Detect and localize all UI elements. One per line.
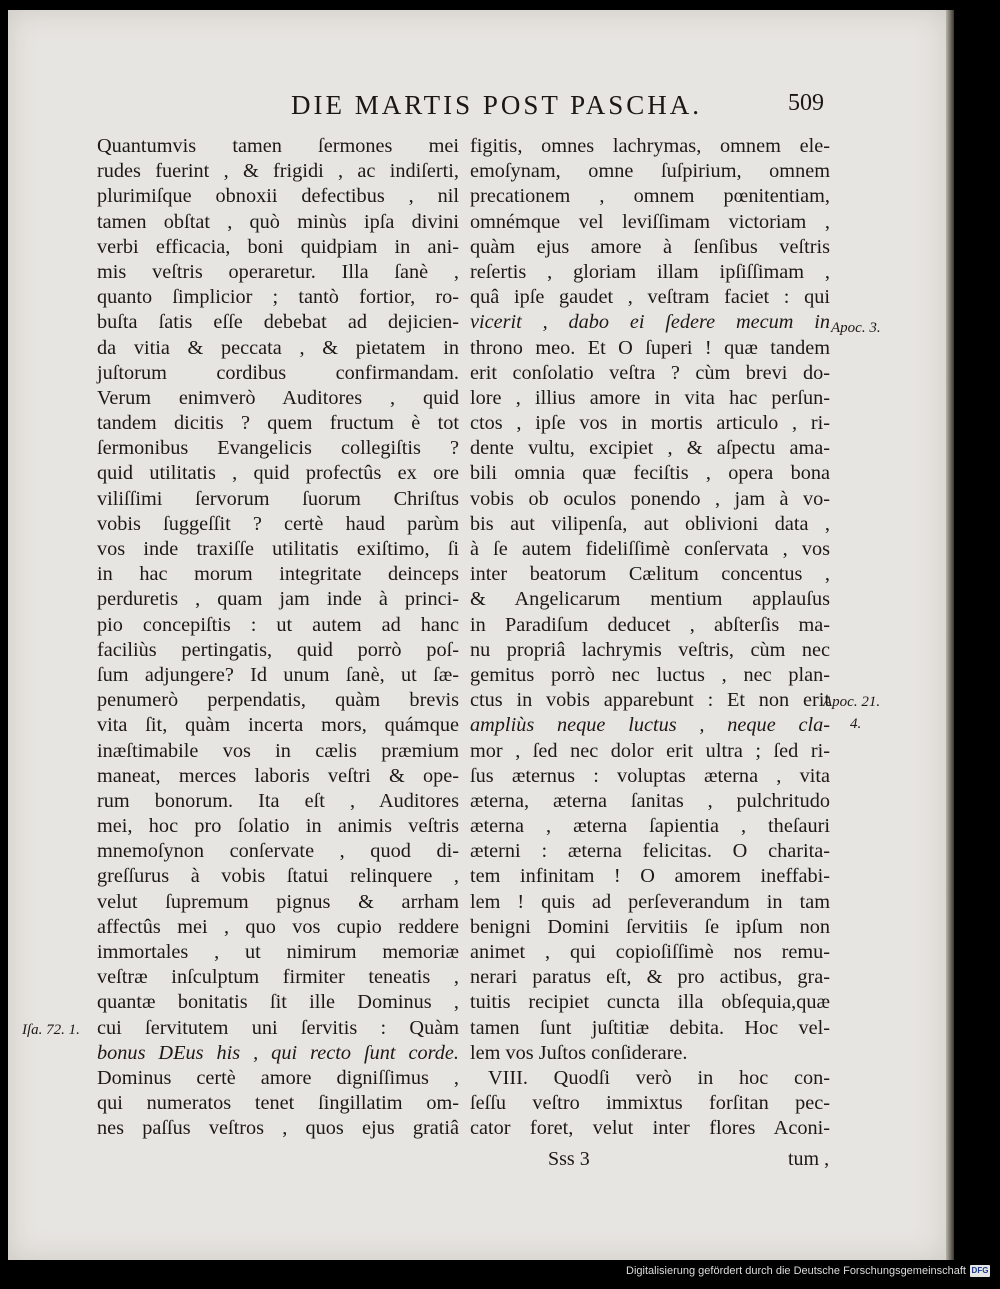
text-line: quid utilitatis , quid profectûs ex ore xyxy=(97,462,459,485)
text-line: viliſſimi ſervorum ſuorum Chriſtus xyxy=(97,487,459,510)
text-line: ſeſſu veſtro immixtus forſitan pec- xyxy=(470,1092,830,1115)
text-line: gemitus porrò nec luctus , nec plan- xyxy=(470,663,830,686)
margin-note-apoc-3: Apoc. 3. xyxy=(831,320,881,336)
page-header xyxy=(8,90,946,130)
text-line: Quantumvis tamen ſermones mei xyxy=(97,135,459,157)
text-line: vos inde traxiſſe utilitatis exiſtimo, ſi xyxy=(97,538,459,560)
left-column xyxy=(97,134,459,1142)
text-line: nerari paratus eſt, & pro actibus, gra- xyxy=(470,966,830,989)
text-line: velut ſupremum pignus & arrham xyxy=(97,890,459,913)
text-line-scripture: bonus DEus his , qui recto ſunt corde. xyxy=(97,1041,459,1064)
text-line: tandem dicitis ? quem fructum è tot xyxy=(97,412,459,435)
text-line: mor , ſed nec dolor erit ultra ; ſed ri- xyxy=(470,739,830,762)
text-line: Dominus certè amore digniſſimus , xyxy=(97,1066,459,1089)
text-line: juſtorum cordibus confirmandam. xyxy=(97,361,459,384)
text-line: penumerò perpendatis, quàm brevis xyxy=(97,689,459,712)
signature-mark: Sss 3 xyxy=(548,1148,590,1170)
text-line-scripture: ampliùs neque luctus , neque cla- xyxy=(470,714,830,737)
text-line: da vitia & peccata , & pietatem in xyxy=(97,336,459,359)
right-column xyxy=(470,134,830,1142)
text-line: vita ſit, quàm incerta mors, quámque xyxy=(97,714,459,737)
text-line: pio concepiſtis : ut autem ad hanc xyxy=(97,613,459,636)
text-line: affectûs mei , quo vos cupio reddere xyxy=(97,915,459,938)
text-line: tamen ſunt juſtitiæ debita. Hoc vel- xyxy=(470,1016,830,1039)
text-line: æterni : æterna felicitas. O charita- xyxy=(470,840,830,863)
text-line: reſertis , gloriam illam ipſiſſimam , xyxy=(470,260,830,283)
text-line: æterna, æterna ſanitas , pulchritudo xyxy=(470,789,830,812)
text-line: ſermonibus Evangelicis collegiſtis ? xyxy=(97,437,459,460)
credit-text: Digitalisierung gefördert durch die Deutsche Forschungsgemeinschaft xyxy=(626,1265,966,1277)
text-line: quàm ejus amore à ſenſibus veſtris xyxy=(470,235,830,258)
text-line: tuitis recipiet cuncta illa obſequia,quæ xyxy=(470,991,830,1014)
text-line: ctus in vobis apparebunt : Et non erit xyxy=(470,689,830,712)
margin-note-apoc-21-verse: 4. xyxy=(850,716,862,732)
catchword: tum , xyxy=(788,1148,830,1170)
text-line: throno meo. Et O ſuperi ! quæ tandem xyxy=(470,336,830,359)
text-line: quâ ipſe gaudet , veſtram faciet : qui xyxy=(470,286,830,309)
text-line: benigni Domini ſervitiis ſe ipſum non xyxy=(470,915,830,938)
text-line: mnemoſynon conſervate , quod di- xyxy=(97,840,459,863)
page-footer xyxy=(8,1148,946,1174)
text-line: bis aut vilipenſa, aut oblivioni data , xyxy=(470,512,830,535)
text-line: ſus æternus : voluptas æterna , vita xyxy=(470,764,830,787)
text-line: cui ſervitutem uni ſervitis : Quàm xyxy=(97,1016,459,1039)
text-line: ctos , ipſe vos in mortis articulo , ri- xyxy=(470,412,830,435)
text-line: faciliùs pertingatis, quid porrò poſ- xyxy=(97,638,459,661)
text-line-scripture: vicerit , dabo ei ſedere mecum in xyxy=(470,311,830,334)
text-line-section-start: VIII. Quodſi verò in hoc con- xyxy=(488,1066,830,1089)
text-line: nes paſſus veſtros , quos ejus gratiâ xyxy=(97,1117,459,1140)
text-line: greſſurus à vobis ſtatui relinquere , xyxy=(97,865,459,888)
text-line: animet , qui copioſiſſimè nos remu- xyxy=(470,941,830,963)
text-line: figitis, omnes lachrymas, omnem ele- xyxy=(470,135,830,157)
text-line: inæſtimabile vos in cælis præmium xyxy=(97,739,459,762)
text-line: verbi efficacia, boni quidpiam in ani- xyxy=(97,235,459,258)
text-line: mei, hoc pro ſolatio in animis veſtris xyxy=(97,815,459,838)
text-line: bili omnia quæ feciſtis , opera bona xyxy=(470,462,830,485)
running-head: DIE MARTIS POST PASCHA. xyxy=(291,90,702,120)
text-line: maneat, merces laboris veſtri & ope- xyxy=(97,764,459,787)
text-line: erit conſolatio veſtra ? cùm brevi do- xyxy=(470,361,830,384)
text-line: rudes fuerint , & frigidi , ac indiſerti, xyxy=(97,160,459,183)
book-page xyxy=(8,10,946,1260)
text-line: vobis ſuggeſſit ? certè haud parùm xyxy=(97,512,459,535)
text-line: tamen obſtat , quò minùs ipſa divini xyxy=(97,210,459,233)
text-line: inter beatorum Cælitum concentus , xyxy=(470,563,830,586)
text-line: & Angelicarum mentium applauſus xyxy=(470,588,830,611)
text-line: emoſynam, omne ſuſpirium, omnem xyxy=(470,160,830,183)
margin-note-isa: Iſa. 72. 1. xyxy=(22,1022,80,1038)
text-line: lore , illius amore in vita hac perſun- xyxy=(470,386,830,409)
text-line: æterna , æterna ſapientia , theſauri xyxy=(470,815,830,838)
text-line: à ſe autem fideliſſimè conſervata , vos xyxy=(470,538,830,560)
text-line: ſum adjungere? Id unum ſanè, ut ſæ- xyxy=(97,663,459,686)
text-line: Verum enimverò Auditores , quid xyxy=(97,386,459,409)
text-line: mis veſtris operaretur. Illa ſanè , xyxy=(97,260,459,283)
page-number: 509 xyxy=(788,90,824,116)
text-line: in hac morum integritate deinceps xyxy=(97,563,459,586)
text-line: plurimiſque obnoxii defectibus , nil xyxy=(97,185,459,208)
text-line: tem infinitam ! O amorem ineffabi- xyxy=(470,865,830,888)
text-line: qui numeratos tenet ſingillatim om- xyxy=(97,1092,459,1115)
text-line: in Paradiſum deducet , abſterſis ma- xyxy=(470,613,830,636)
text-line: dente vultu, excipiet , & aſpectu ama- xyxy=(470,437,830,460)
dfg-logo-icon: DFG xyxy=(971,1266,989,1275)
margin-note-apoc-21: Apoc. 21. xyxy=(823,694,881,710)
text-line: vobis ob oculos ponendo , jam à vo- xyxy=(470,487,830,510)
text-line: buſta ſatis eſſe debebat ad dejicien- xyxy=(97,311,459,334)
text-line: nu propriâ lachrymis veſtris, cùm nec xyxy=(470,638,830,661)
text-line: quanto ſimplicior ; tantò fortior, ro- xyxy=(97,286,459,309)
text-line: perduretis , quam jam inde à princi- xyxy=(97,588,459,611)
digitization-credit xyxy=(626,1265,990,1277)
text-line: cator foret, velut inter flores Aconi- xyxy=(470,1117,830,1140)
text-line: precationem , omnem pœnitentiam, xyxy=(470,185,830,208)
text-line: lem vos Juſtos conſiderare. xyxy=(470,1041,688,1064)
text-line: rum bonorum. Ita eſt , Auditores xyxy=(97,789,459,812)
text-line: immortales , ut nimirum memoriæ xyxy=(97,941,459,963)
text-line: quantæ bonitatis ſit ille Dominus , xyxy=(97,991,459,1014)
text-line: omnémque vel leviſſimam victoriam , xyxy=(470,210,830,233)
text-line: veſtræ inſculptum firmiter teneatis , xyxy=(97,966,459,989)
text-line: lem ! quis ad perſeverandum in tam xyxy=(470,890,830,913)
